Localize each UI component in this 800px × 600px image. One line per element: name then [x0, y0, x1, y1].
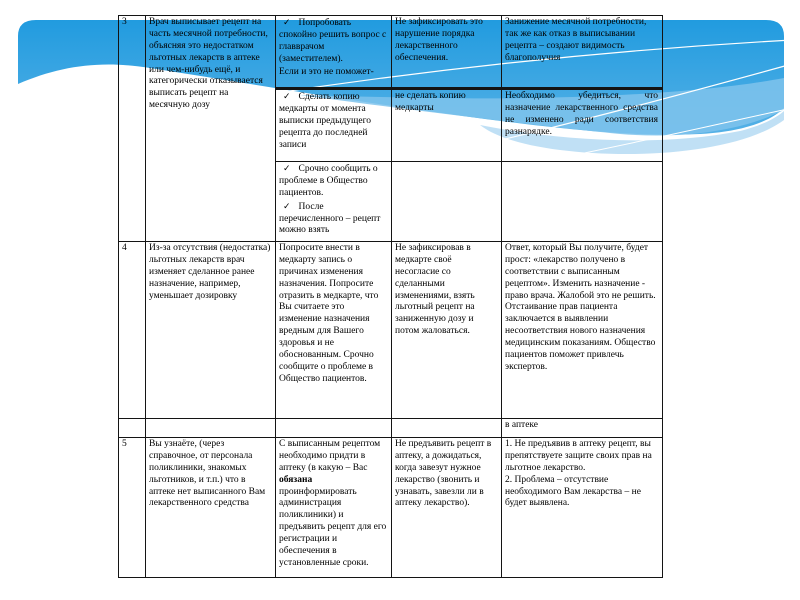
row5-action-post: проинформировать администрация поликлиники) и предъявить рецепт для его регистрации и обеспечения в установленные сроки.: [279, 486, 387, 568]
empty-cell: [276, 419, 392, 438]
pharmacy-note-cell: [502, 419, 663, 438]
checklist-item: [279, 201, 387, 238]
row4-actions-cell: [276, 242, 392, 419]
row3b-mistake-text: не сделать копию медкарты: [395, 91, 466, 113]
row3c-action-check1-text: Срочно сообщить о проблеме в Общество пациентов.: [279, 164, 378, 198]
checkmark-icon: ✓: [283, 163, 291, 173]
row3a-action-check-text: Попробовать спокойно решить вопрос с главврачом (заместителем).: [279, 18, 387, 64]
row4-action-text: Попросите внести в медкарту запись о причинах изменения назначения. Попросите отразить в медкарте, что Вы считаете это изменение назначения вредным для Вашего здоровья и не обоснованным. Срочно сообщите о проблеме в Общество пациентов.: [279, 243, 379, 384]
row3-situation-text: Врач выписывает рецепт на часть месячной потребности, объясняя это недостатком льготных лекарств в аптеке или чем-нибудь ещё, и категорически отказывается выписать рецепт на месячную дозу: [149, 17, 268, 111]
prescription-rights-table: [118, 15, 663, 578]
row5-result-line1: 1. Не предъявив в аптеку рецепт, вы препятствуете защите своих прав на льготное лекарство.: [505, 439, 652, 473]
table-row-5: [119, 438, 663, 578]
row5-mistake-text: Не предъявить рецепт в аптеку, а дожидаться, когда завезут нужное лекарство (звонить и узнавать, завезли ли в аптеку лекарство).: [395, 439, 492, 509]
row4-situation-text: Из-за отсутствия (недостатка) льготных лекарств врач изменяет сделанное ранее назначение, например, уменьшает дозировку: [149, 243, 271, 301]
row4-situation-cell: [146, 242, 276, 419]
row3b-result-cell: [502, 89, 663, 162]
row5-mistake-cell: [392, 438, 502, 578]
row3c-mistake-cell-empty: [392, 162, 502, 242]
empty-cell: [146, 419, 276, 438]
row3b-actions-cell: [276, 89, 392, 162]
row3a-action-plain-text: Если и это не поможет-: [279, 66, 374, 77]
row3b-mistake-cell: [392, 89, 502, 162]
row3c-result-cell-empty: [502, 162, 663, 242]
row5-situation-cell: [146, 438, 276, 578]
row5-result-cell: [502, 438, 663, 578]
row3b-action-check-text: Сделать копию медкарты от момента выписки предыдущего рецепта до последней записи: [279, 92, 371, 150]
row3b-result-text: Необходимо убедиться, что назначение лекарственного средства не изменено ради соответствия разнарядке.: [505, 91, 658, 137]
checkmark-icon: ✓: [283, 91, 291, 101]
row3c-actions-cell: [276, 162, 392, 242]
row5-number: 5: [122, 439, 127, 449]
row3a-mistake-cell: [392, 16, 502, 89]
row5-action-pre: С выписанным рецептом необходимо придти в аптеку (в какую – Вас: [279, 439, 381, 473]
checkmark-icon: ✓: [283, 17, 291, 27]
row4-mistake-cell: [392, 242, 502, 419]
row5-situation-text: Вы узнаёте, (через справочное, от персонала поликлиники, знакомых льготников, и т.п.) что в аптеке нет выписанного Вам лекарственного средства: [149, 439, 266, 509]
row5-number-cell: [119, 438, 146, 578]
checkmark-icon: ✓: [283, 200, 291, 211]
checklist-item: [279, 17, 387, 66]
row3-number-cell: [119, 16, 146, 242]
row4-mistake-text: Не зафиксировав в медкарте своё несогласие со сделанными изменениями, взять льготный рецепт на заниженную дозу и потом жаловаться.: [395, 243, 475, 337]
row3a-result-text: Занижение месячной потребности, так же как отказ в выписывании рецепта – создают видимость благополучия: [505, 17, 647, 63]
row3-situation-cell: [146, 16, 276, 242]
table-row-3a: [119, 16, 663, 89]
row4-result-text: Ответ, который Вы получите, будет прост: «лекарство получено в соответствии с выписанным рецептом». Изменить назначение - право врача. Жалобой это не решить. Отстаивание прав пациента заключается в выявлении несоответствия нового назначения медицинским показаниям. Общество пациентов поможет привлечь экспертов.: [505, 243, 656, 372]
row3a-mistake-text: Не зафиксировать это нарушение порядка лекарственного обеспечения.: [395, 17, 483, 63]
table-row-pharmacy-note: [119, 419, 663, 438]
checklist-item: [279, 163, 387, 200]
row4-number-cell: [119, 242, 146, 419]
row3c-action-check2-text: После перечисленного – рецепт можно взять: [279, 201, 381, 236]
row5-actions-cell: [276, 438, 392, 578]
row5-action-bold: обязана: [279, 474, 313, 485]
empty-cell: [119, 419, 146, 438]
row4-result-cell: [502, 242, 663, 419]
row3a-actions-cell: [276, 16, 392, 89]
row3-number: 3: [122, 17, 127, 27]
checklist-item: [279, 91, 387, 151]
row5-action-text: [279, 439, 387, 570]
empty-cell: [392, 419, 502, 438]
row3a-result-cell: [502, 16, 663, 89]
row5-result-line2: 2. Проблема – отсутствие необходимого Вам лекарства – не будет выявлена.: [505, 474, 641, 509]
table-row-4: [119, 242, 663, 419]
row4-number: 4: [122, 243, 127, 253]
pharmacy-note-text: в аптеке: [505, 420, 538, 430]
